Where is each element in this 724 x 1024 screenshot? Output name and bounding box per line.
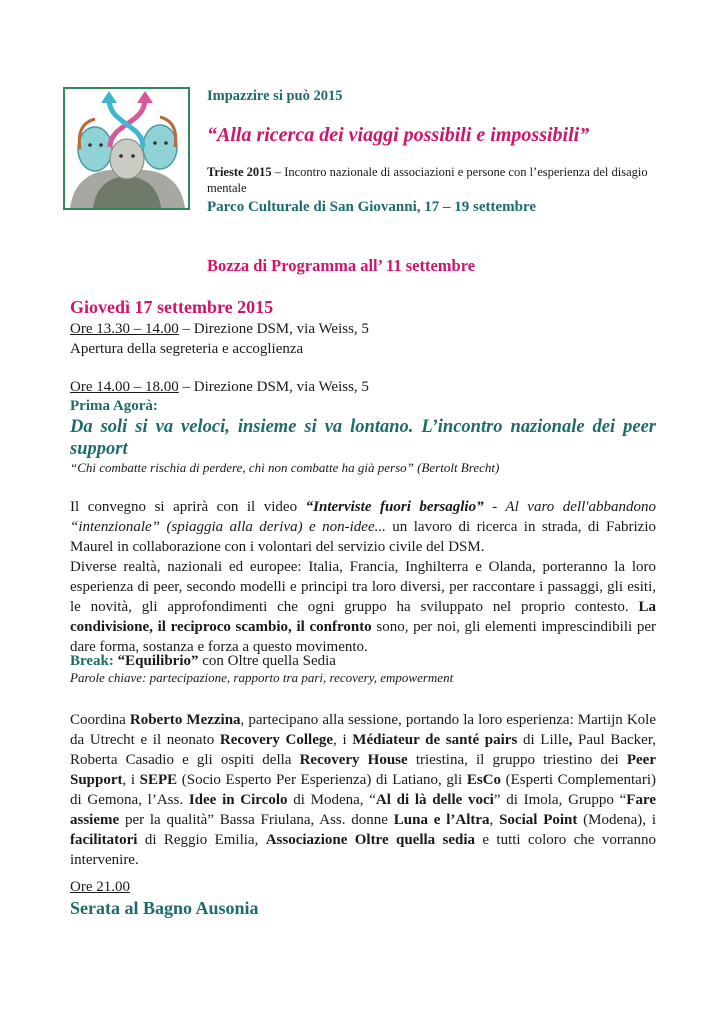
- break-title: “Equilibrio”: [117, 653, 199, 669]
- participant-name: Recovery College: [219, 732, 334, 748]
- evening-title: Serata al Bagno Ausonia: [70, 898, 259, 918]
- participant-name: Social Point: [499, 812, 578, 828]
- coord-text: triestina, il gruppo triestino dei: [407, 752, 627, 768]
- coord-text: Coordina: [70, 712, 130, 728]
- participant-name: facilitatori: [70, 832, 138, 848]
- trieste-prefix: Trieste 2015: [207, 165, 272, 179]
- experience-bold: La condivisione, il reciproco scambio, il confronto: [70, 599, 656, 635]
- logo-illustration: [65, 89, 188, 208]
- participant-name: EsCo: [466, 772, 501, 788]
- evening-time: Ore 21.00: [70, 879, 130, 895]
- slot2-time: Ore 14.00 – 18.00: [70, 379, 179, 395]
- coord-comma: ,: [568, 732, 573, 748]
- participant-name: Fare assieme: [70, 792, 656, 828]
- agora-label: Prima Agorà:: [70, 398, 158, 414]
- intro-text-a: Il convegno si aprirà con il video: [70, 499, 306, 515]
- participant-name: Luna e l’Altra: [393, 812, 490, 828]
- coord-text: Paul Backer, Roberta Casadio e gli ospiti della: [70, 732, 656, 768]
- coord-text: di Modena, “: [287, 792, 376, 808]
- coord-text: per la qualità” Bassa Friulana, Ass. donne: [119, 812, 394, 828]
- trieste-line: [207, 164, 667, 196]
- participant-name: Associazione Oltre quella sedia: [265, 832, 476, 848]
- participant-name: Al di là delle voci: [375, 792, 494, 808]
- slot1-line: [70, 320, 369, 339]
- participants-paragraph: [70, 710, 656, 870]
- coord-text: di Reggio Emilia,: [137, 832, 266, 848]
- coord-text: ” di Imola, Gruppo “: [493, 792, 627, 808]
- slot2-place: – Direzione DSM, via Weiss, 5: [178, 379, 369, 395]
- participant-name: Recovery House: [299, 752, 408, 768]
- participant-name: Médiateur de santé pairs: [352, 732, 518, 748]
- day-heading: Giovedì 17 settembre 2015: [70, 297, 274, 317]
- draft-title: Bozza di Programma all’ 11 settembre: [207, 256, 476, 275]
- slot1-time: Ore 13.30 – 14.00: [70, 321, 179, 337]
- coordinator-name: Roberto Mezzina: [129, 712, 241, 728]
- coord-text: , i: [122, 772, 140, 788]
- coord-text: , partecipano alla sessione, portando la loro esperienza: Martijn Kole da Utrecht e il neonato: [70, 712, 656, 748]
- video-subtitle: - Al varo dell'abbandono “intenzionale” (spiaggia alla deriva) e non-idee...: [70, 499, 656, 535]
- coord-text: di Lille: [517, 732, 569, 748]
- slot1-place: – Direzione DSM, via Weiss, 5: [178, 321, 369, 337]
- experience-text-b: sono, per noi, gli elementi imprescindibili per dare forma, sostanza e forza a questo movimento.: [70, 619, 656, 655]
- event-series: Impazzire si può 2015: [207, 88, 343, 104]
- coord-text: ,: [489, 812, 500, 828]
- break-rest: con Oltre quella Sedia: [198, 653, 336, 669]
- break-line: [70, 652, 336, 671]
- video-title: “Interviste fuori bersaglio”: [305, 499, 484, 515]
- coord-text: e tutti coloro che vorranno intervenire.: [70, 832, 656, 868]
- participant-name: Peer Support: [70, 752, 656, 788]
- conference-title: “Alla ricerca dei viaggi possibili e impossibili”: [207, 124, 590, 146]
- trieste-text: – Incontro nazionale di associazioni e persone con l’esperienza del disagio mentale: [207, 165, 648, 195]
- slot1-description: Apertura della segreteria e accoglienza: [70, 341, 304, 357]
- experience-text-a: Diverse realtà, nazionali ed europee: Italia, Francia, Inghilterra e Olanda, porteranno la loro esperienza di peer, secondo modelli e principi tra loro diversi, per raccontare i passaggi, gli esiti, le novità, gli approfondimenti che ogni gruppo ha sviluppato nel proprio contesto.: [70, 559, 656, 615]
- break-label: Break:: [70, 653, 114, 669]
- quote: “Chi combatte rischia di perdere, chi non combatte ha già perso” (Bertolt Brecht): [70, 460, 500, 475]
- session-title: Da soli si va veloci, insieme si va lontano. L’incontro nazionale dei peer support: [70, 417, 656, 459]
- coord-text: (Socio Esperto Per Esperienza) di Latiano, gli: [177, 772, 467, 788]
- coord-text: (Esperti Complementari) di Gemona, l’Ass.: [70, 772, 656, 808]
- coord-text: , i: [333, 732, 353, 748]
- experience-paragraph: [70, 557, 656, 657]
- venue-dates: Parco Culturale di San Giovanni, 17 – 19 settembre: [207, 199, 537, 215]
- participant-name: SEPE: [139, 772, 178, 788]
- event-logo: [63, 87, 190, 210]
- intro-paragraph: [70, 497, 656, 557]
- coord-text: (Modena), i: [577, 812, 657, 828]
- slot2-line: [70, 378, 369, 397]
- participant-name: Idee in Circolo: [188, 792, 288, 808]
- keywords: Parole chiave: partecipazione, rapporto tra pari, recovery, empowerment: [70, 670, 454, 685]
- intro-text-c: un lavoro di ricerca in strada, di Fabrizio Maurel in collaborazione con i volontari del servizio civile del DSM.: [70, 519, 656, 555]
